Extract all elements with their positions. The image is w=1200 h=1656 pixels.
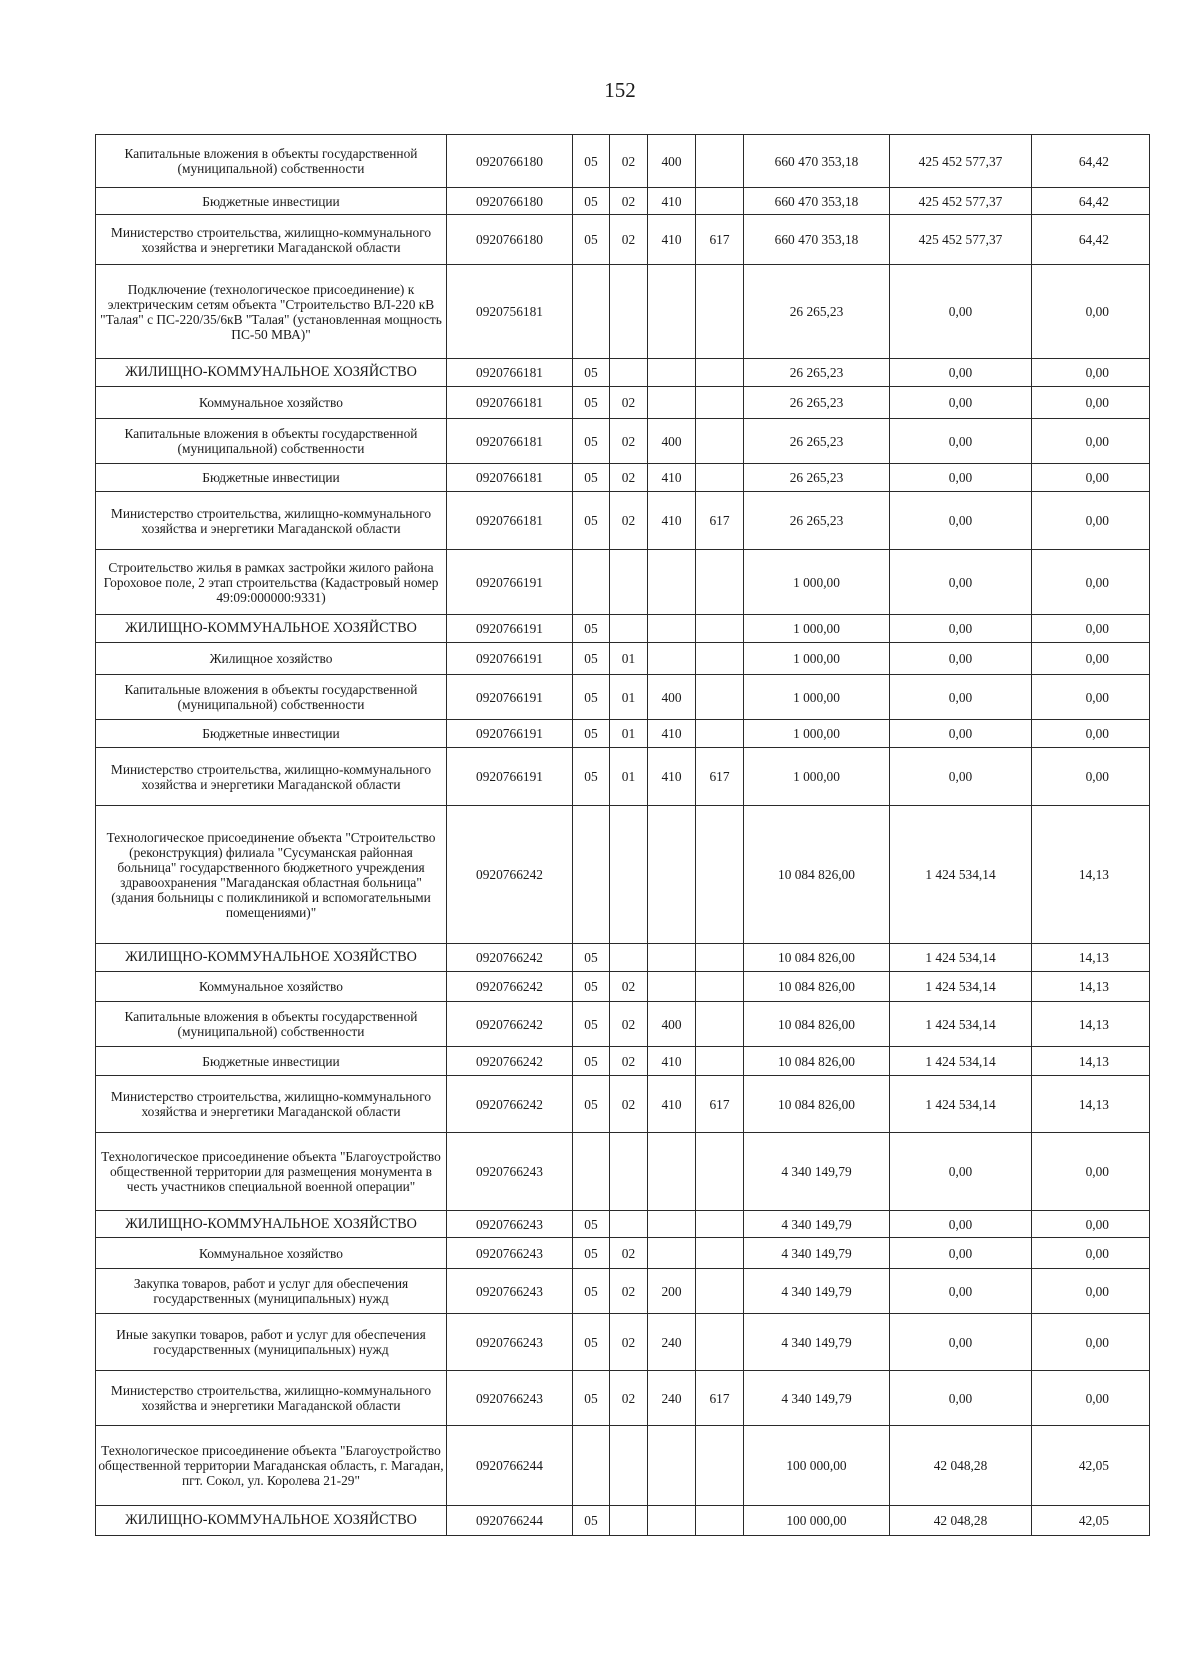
target-code: 0920766181 [447, 419, 573, 464]
table-row [96, 1506, 1150, 1536]
row-name: Коммунальное хозяйство [96, 387, 447, 419]
expense-type-code [648, 1506, 696, 1536]
planned-amount: 4 340 149,79 [744, 1238, 890, 1269]
planned-amount: 10 084 826,00 [744, 806, 890, 944]
section-code: 05 [573, 1047, 610, 1076]
section-code: 05 [573, 215, 610, 265]
executed-amount: 1 424 534,14 [890, 1002, 1032, 1047]
expense-type-code: 240 [648, 1314, 696, 1371]
execution-percent: 0,00 [1032, 675, 1150, 720]
execution-percent: 0,00 [1032, 387, 1150, 419]
expense-type-code: 410 [648, 1047, 696, 1076]
row-name: Министерство строительства, жилищно-коммунального хозяйства и энергетики Магаданской области [96, 748, 447, 806]
expense-type-code: 400 [648, 675, 696, 720]
row-name: Капитальные вложения в объекты государственной (муниципальной) собственности [96, 675, 447, 720]
subsection-code: 02 [610, 1314, 648, 1371]
ministry-code: 617 [696, 748, 744, 806]
execution-percent: 0,00 [1032, 1371, 1150, 1426]
target-code: 0920766243 [447, 1238, 573, 1269]
executed-amount: 0,00 [890, 720, 1032, 748]
expense-type-code: 400 [648, 135, 696, 188]
executed-amount: 0,00 [890, 492, 1032, 550]
executed-amount: 0,00 [890, 265, 1032, 359]
ministry-code [696, 1133, 744, 1211]
table-row [96, 1002, 1150, 1047]
executed-amount: 1 424 534,14 [890, 972, 1032, 1002]
target-code: 0920766242 [447, 1076, 573, 1133]
target-code: 0920766191 [447, 748, 573, 806]
table-row [96, 806, 1150, 944]
table-row [96, 188, 1150, 215]
table-row [96, 215, 1150, 265]
section-code: 05 [573, 135, 610, 188]
target-code: 0920756181 [447, 265, 573, 359]
subsection-code [610, 944, 648, 972]
planned-amount: 10 084 826,00 [744, 1047, 890, 1076]
target-code: 0920766191 [447, 550, 573, 615]
row-name: Иные закупки товаров, работ и услуг для обеспечения государственных (муниципальных) нужд [96, 1314, 447, 1371]
ministry-code [696, 1238, 744, 1269]
ministry-code [696, 359, 744, 387]
table-row [96, 387, 1150, 419]
execution-percent: 0,00 [1032, 1211, 1150, 1238]
table-row [96, 675, 1150, 720]
ministry-code [696, 1506, 744, 1536]
planned-amount: 1 000,00 [744, 550, 890, 615]
target-code: 0920766242 [447, 806, 573, 944]
execution-percent: 42,05 [1032, 1426, 1150, 1506]
row-name: Министерство строительства, жилищно-коммунального хозяйства и энергетики Магаданской области [96, 492, 447, 550]
section-code: 05 [573, 464, 610, 492]
executed-amount: 0,00 [890, 464, 1032, 492]
expense-type-code [648, 265, 696, 359]
expense-type-code: 410 [648, 720, 696, 748]
table-row [96, 1371, 1150, 1426]
target-code: 0920766242 [447, 972, 573, 1002]
ministry-code: 617 [696, 1371, 744, 1426]
expense-type-code [648, 1211, 696, 1238]
ministry-code [696, 464, 744, 492]
subsection-code [610, 1133, 648, 1211]
page-number: 152 [604, 78, 636, 102]
subsection-code: 02 [610, 972, 648, 1002]
section-code: 05 [573, 1002, 610, 1047]
subsection-code: 01 [610, 675, 648, 720]
planned-amount: 26 265,23 [744, 359, 890, 387]
executed-amount: 42 048,28 [890, 1426, 1032, 1506]
expense-type-code [648, 944, 696, 972]
executed-amount: 0,00 [890, 615, 1032, 643]
table-row [96, 1211, 1150, 1238]
subsection-code [610, 359, 648, 387]
executed-amount: 0,00 [890, 675, 1032, 720]
ministry-code: 617 [696, 1076, 744, 1133]
table-row [96, 550, 1150, 615]
execution-percent: 64,42 [1032, 215, 1150, 265]
expense-type-code [648, 1426, 696, 1506]
expense-type-code [648, 806, 696, 944]
execution-percent: 14,13 [1032, 1076, 1150, 1133]
target-code: 0920766191 [447, 643, 573, 675]
planned-amount: 100 000,00 [744, 1426, 890, 1506]
expense-type-code: 240 [648, 1371, 696, 1426]
row-name: Коммунальное хозяйство [96, 1238, 447, 1269]
expense-type-code [648, 972, 696, 1002]
expense-type-code [648, 1238, 696, 1269]
subsection-code: 02 [610, 387, 648, 419]
execution-percent: 64,42 [1032, 135, 1150, 188]
row-name: Бюджетные инвестиции [96, 720, 447, 748]
ministry-code [696, 1269, 744, 1314]
section-code: 05 [573, 387, 610, 419]
row-name: Министерство строительства, жилищно-коммунального хозяйства и энергетики Магаданской области [96, 215, 447, 265]
ministry-code [696, 387, 744, 419]
executed-amount: 425 452 577,37 [890, 135, 1032, 188]
row-name: Коммунальное хозяйство [96, 972, 447, 1002]
budget-table-body [96, 135, 1150, 1536]
row-name: ЖИЛИЩНО-КОММУНАЛЬНОЕ ХОЗЯЙСТВО [96, 615, 447, 643]
planned-amount: 4 340 149,79 [744, 1371, 890, 1426]
table-row [96, 135, 1150, 188]
ministry-code [696, 419, 744, 464]
subsection-code [610, 265, 648, 359]
planned-amount: 100 000,00 [744, 1506, 890, 1536]
ministry-code [696, 265, 744, 359]
execution-percent: 0,00 [1032, 615, 1150, 643]
table-row [96, 1269, 1150, 1314]
planned-amount: 26 265,23 [744, 419, 890, 464]
expense-type-code: 400 [648, 1002, 696, 1047]
ministry-code [696, 188, 744, 215]
execution-percent: 0,00 [1032, 550, 1150, 615]
ministry-code [696, 1002, 744, 1047]
table-row [96, 1238, 1150, 1269]
row-name: ЖИЛИЩНО-КОММУНАЛЬНОЕ ХОЗЯЙСТВО [96, 1211, 447, 1238]
subsection-code [610, 1211, 648, 1238]
expense-type-code [648, 359, 696, 387]
target-code: 0920766243 [447, 1133, 573, 1211]
section-code: 05 [573, 1506, 610, 1536]
table-row [96, 492, 1150, 550]
row-name: Капитальные вложения в объекты государственной (муниципальной) собственности [96, 419, 447, 464]
section-code: 05 [573, 419, 610, 464]
execution-percent: 0,00 [1032, 1238, 1150, 1269]
execution-percent: 0,00 [1032, 720, 1150, 748]
table-row [96, 720, 1150, 748]
subsection-code: 02 [610, 492, 648, 550]
expense-type-code: 410 [648, 1076, 696, 1133]
planned-amount: 4 340 149,79 [744, 1211, 890, 1238]
executed-amount: 0,00 [890, 550, 1032, 615]
section-code [573, 1426, 610, 1506]
executed-amount: 0,00 [890, 1211, 1032, 1238]
subsection-code [610, 806, 648, 944]
target-code: 0920766243 [447, 1211, 573, 1238]
subsection-code: 01 [610, 643, 648, 675]
executed-amount: 0,00 [890, 1371, 1032, 1426]
executed-amount: 0,00 [890, 748, 1032, 806]
subsection-code: 02 [610, 1076, 648, 1133]
subsection-code: 02 [610, 464, 648, 492]
target-code: 0920766191 [447, 615, 573, 643]
target-code: 0920766180 [447, 135, 573, 188]
section-code: 05 [573, 944, 610, 972]
executed-amount: 1 424 534,14 [890, 944, 1032, 972]
planned-amount: 26 265,23 [744, 387, 890, 419]
executed-amount: 42 048,28 [890, 1506, 1032, 1536]
table-row [96, 1133, 1150, 1211]
subsection-code: 02 [610, 1371, 648, 1426]
planned-amount: 4 340 149,79 [744, 1269, 890, 1314]
planned-amount: 10 084 826,00 [744, 1076, 890, 1133]
planned-amount: 26 265,23 [744, 492, 890, 550]
planned-amount: 4 340 149,79 [744, 1314, 890, 1371]
row-name: Министерство строительства, жилищно-коммунального хозяйства и энергетики Магаданской области [96, 1076, 447, 1133]
section-code: 05 [573, 1314, 610, 1371]
section-code: 05 [573, 188, 610, 215]
target-code: 0920766243 [447, 1314, 573, 1371]
table-row [96, 1426, 1150, 1506]
row-name: Капитальные вложения в объекты государственной (муниципальной) собственности [96, 135, 447, 188]
table-row [96, 359, 1150, 387]
table-row [96, 1047, 1150, 1076]
table-row [96, 615, 1150, 643]
ministry-code [696, 550, 744, 615]
execution-percent: 14,13 [1032, 806, 1150, 944]
subsection-code: 02 [610, 1238, 648, 1269]
planned-amount: 10 084 826,00 [744, 1002, 890, 1047]
target-code: 0920766243 [447, 1371, 573, 1426]
planned-amount: 10 084 826,00 [744, 972, 890, 1002]
subsection-code: 02 [610, 1047, 648, 1076]
section-code: 05 [573, 1371, 610, 1426]
expense-type-code: 410 [648, 188, 696, 215]
row-name: ЖИЛИЩНО-КОММУНАЛЬНОЕ ХОЗЯЙСТВО [96, 1506, 447, 1536]
table-row [96, 464, 1150, 492]
row-name: Подключение (технологическое присоединение) к электрическим сетям объекта "Строительство ВЛ-220 кВ "Талая" с ПС-220/35/6кВ "Талая" (установленная мощность ПС-50 МВА)" [96, 265, 447, 359]
section-code: 05 [573, 748, 610, 806]
planned-amount: 1 000,00 [744, 643, 890, 675]
executed-amount: 425 452 577,37 [890, 215, 1032, 265]
ministry-code [696, 972, 744, 1002]
planned-amount: 1 000,00 [744, 615, 890, 643]
row-name: Жилищное хозяйство [96, 643, 447, 675]
execution-percent: 64,42 [1032, 188, 1150, 215]
row-name: Технологическое присоединение объекта "Благоустройство общественной территории для размещения монумента в честь участников специальной военной операции" [96, 1133, 447, 1211]
ministry-code: 617 [696, 215, 744, 265]
row-name: Бюджетные инвестиции [96, 1047, 447, 1076]
expense-type-code [648, 1133, 696, 1211]
ministry-code [696, 806, 744, 944]
planned-amount: 660 470 353,18 [744, 135, 890, 188]
expense-type-code: 200 [648, 1269, 696, 1314]
executed-amount: 0,00 [890, 1314, 1032, 1371]
table-row [96, 419, 1150, 464]
execution-percent: 0,00 [1032, 748, 1150, 806]
row-name: ЖИЛИЩНО-КОММУНАЛЬНОЕ ХОЗЯЙСТВО [96, 359, 447, 387]
row-name: Капитальные вложения в объекты государственной (муниципальной) собственности [96, 1002, 447, 1047]
table-row [96, 944, 1150, 972]
row-name: ЖИЛИЩНО-КОММУНАЛЬНОЕ ХОЗЯЙСТВО [96, 944, 447, 972]
target-code: 0920766191 [447, 675, 573, 720]
section-code: 05 [573, 720, 610, 748]
execution-percent: 14,13 [1032, 1047, 1150, 1076]
ministry-code [696, 1426, 744, 1506]
ministry-code [696, 1047, 744, 1076]
expense-type-code: 410 [648, 492, 696, 550]
planned-amount: 26 265,23 [744, 265, 890, 359]
execution-percent: 14,13 [1032, 972, 1150, 1002]
subsection-code: 02 [610, 188, 648, 215]
execution-percent: 0,00 [1032, 464, 1150, 492]
ministry-code [696, 1314, 744, 1371]
ministry-code: 617 [696, 492, 744, 550]
row-name: Министерство строительства, жилищно-коммунального хозяйства и энергетики Магаданской области [96, 1371, 447, 1426]
target-code: 0920766181 [447, 464, 573, 492]
section-code: 05 [573, 1269, 610, 1314]
subsection-code [610, 550, 648, 615]
execution-percent: 42,05 [1032, 1506, 1150, 1536]
execution-percent: 0,00 [1032, 643, 1150, 675]
subsection-code: 02 [610, 215, 648, 265]
ministry-code [696, 135, 744, 188]
subsection-code [610, 1506, 648, 1536]
planned-amount: 660 470 353,18 [744, 215, 890, 265]
expense-type-code: 400 [648, 419, 696, 464]
ministry-code [696, 720, 744, 748]
subsection-code: 01 [610, 748, 648, 806]
executed-amount: 1 424 534,14 [890, 1076, 1032, 1133]
ministry-code [696, 643, 744, 675]
subsection-code: 02 [610, 1269, 648, 1314]
target-code: 0920766181 [447, 492, 573, 550]
expense-type-code: 410 [648, 215, 696, 265]
table-row [96, 1076, 1150, 1133]
section-code: 05 [573, 492, 610, 550]
table-row [96, 972, 1150, 1002]
execution-percent: 0,00 [1032, 1133, 1150, 1211]
target-code: 0920766242 [447, 1047, 573, 1076]
row-name: Строительство жилья в рамках застройки жилого района Гороховое поле, 2 этап строительства (Кадастровый номер 49:09:000000:9331) [96, 550, 447, 615]
section-code: 05 [573, 675, 610, 720]
section-code [573, 550, 610, 615]
execution-percent: 0,00 [1032, 419, 1150, 464]
budget-table [95, 134, 1150, 1536]
executed-amount: 0,00 [890, 359, 1032, 387]
planned-amount: 4 340 149,79 [744, 1133, 890, 1211]
expense-type-code [648, 550, 696, 615]
executed-amount: 0,00 [890, 1133, 1032, 1211]
execution-percent: 0,00 [1032, 265, 1150, 359]
target-code: 0920766181 [447, 387, 573, 419]
subsection-code [610, 615, 648, 643]
row-name: Закупка товаров, работ и услуг для обеспечения государственных (муниципальных) нужд [96, 1269, 447, 1314]
ministry-code [696, 944, 744, 972]
planned-amount: 660 470 353,18 [744, 188, 890, 215]
target-code: 0920766242 [447, 1002, 573, 1047]
target-code: 0920766180 [447, 188, 573, 215]
table-row [96, 1314, 1150, 1371]
expense-type-code: 410 [648, 464, 696, 492]
planned-amount: 1 000,00 [744, 720, 890, 748]
section-code [573, 806, 610, 944]
execution-percent: 0,00 [1032, 1269, 1150, 1314]
target-code: 0920766242 [447, 944, 573, 972]
execution-percent: 0,00 [1032, 359, 1150, 387]
executed-amount: 1 424 534,14 [890, 1047, 1032, 1076]
target-code: 0920766244 [447, 1506, 573, 1536]
target-code: 0920766181 [447, 359, 573, 387]
subsection-code: 02 [610, 419, 648, 464]
subsection-code: 01 [610, 720, 648, 748]
section-code: 05 [573, 359, 610, 387]
executed-amount: 0,00 [890, 419, 1032, 464]
ministry-code [696, 675, 744, 720]
expense-type-code [648, 615, 696, 643]
expense-type-code [648, 643, 696, 675]
execution-percent: 14,13 [1032, 1002, 1150, 1047]
executed-amount: 0,00 [890, 387, 1032, 419]
row-name: Технологическое присоединение объекта "Строительство (реконструкция) филиала "Сусуманская районная больница" государственного бюджетного учреждения здравоохранения "Магаданская областная больница" (здания больницы с поликлиникой и вспомогательными помещениями)" [96, 806, 447, 944]
expense-type-code: 410 [648, 748, 696, 806]
planned-amount: 1 000,00 [744, 675, 890, 720]
execution-percent: 0,00 [1032, 492, 1150, 550]
row-name: Бюджетные инвестиции [96, 464, 447, 492]
execution-percent: 0,00 [1032, 1314, 1150, 1371]
planned-amount: 1 000,00 [744, 748, 890, 806]
table-row [96, 748, 1150, 806]
planned-amount: 10 084 826,00 [744, 944, 890, 972]
execution-percent: 14,13 [1032, 944, 1150, 972]
target-code: 0920766180 [447, 215, 573, 265]
section-code [573, 1133, 610, 1211]
subsection-code: 02 [610, 1002, 648, 1047]
section-code: 05 [573, 643, 610, 675]
section-code: 05 [573, 1211, 610, 1238]
ministry-code [696, 1211, 744, 1238]
target-code: 0920766191 [447, 720, 573, 748]
row-name: Технологическое присоединение объекта "Благоустройство общественной территории Магаданская область, г. Магадан, пгт. Сокол, ул. Королева 21-29" [96, 1426, 447, 1506]
executed-amount: 0,00 [890, 643, 1032, 675]
table-row [96, 643, 1150, 675]
subsection-code [610, 1426, 648, 1506]
section-code: 05 [573, 1238, 610, 1269]
ministry-code [696, 615, 744, 643]
row-name: Бюджетные инвестиции [96, 188, 447, 215]
executed-amount: 0,00 [890, 1238, 1032, 1269]
executed-amount: 1 424 534,14 [890, 806, 1032, 944]
target-code: 0920766243 [447, 1269, 573, 1314]
expense-type-code [648, 387, 696, 419]
table-row [96, 265, 1150, 359]
section-code: 05 [573, 972, 610, 1002]
section-code: 05 [573, 615, 610, 643]
planned-amount: 26 265,23 [744, 464, 890, 492]
executed-amount: 425 452 577,37 [890, 188, 1032, 215]
section-code [573, 265, 610, 359]
section-code: 05 [573, 1076, 610, 1133]
target-code: 0920766244 [447, 1426, 573, 1506]
subsection-code: 02 [610, 135, 648, 188]
executed-amount: 0,00 [890, 1269, 1032, 1314]
